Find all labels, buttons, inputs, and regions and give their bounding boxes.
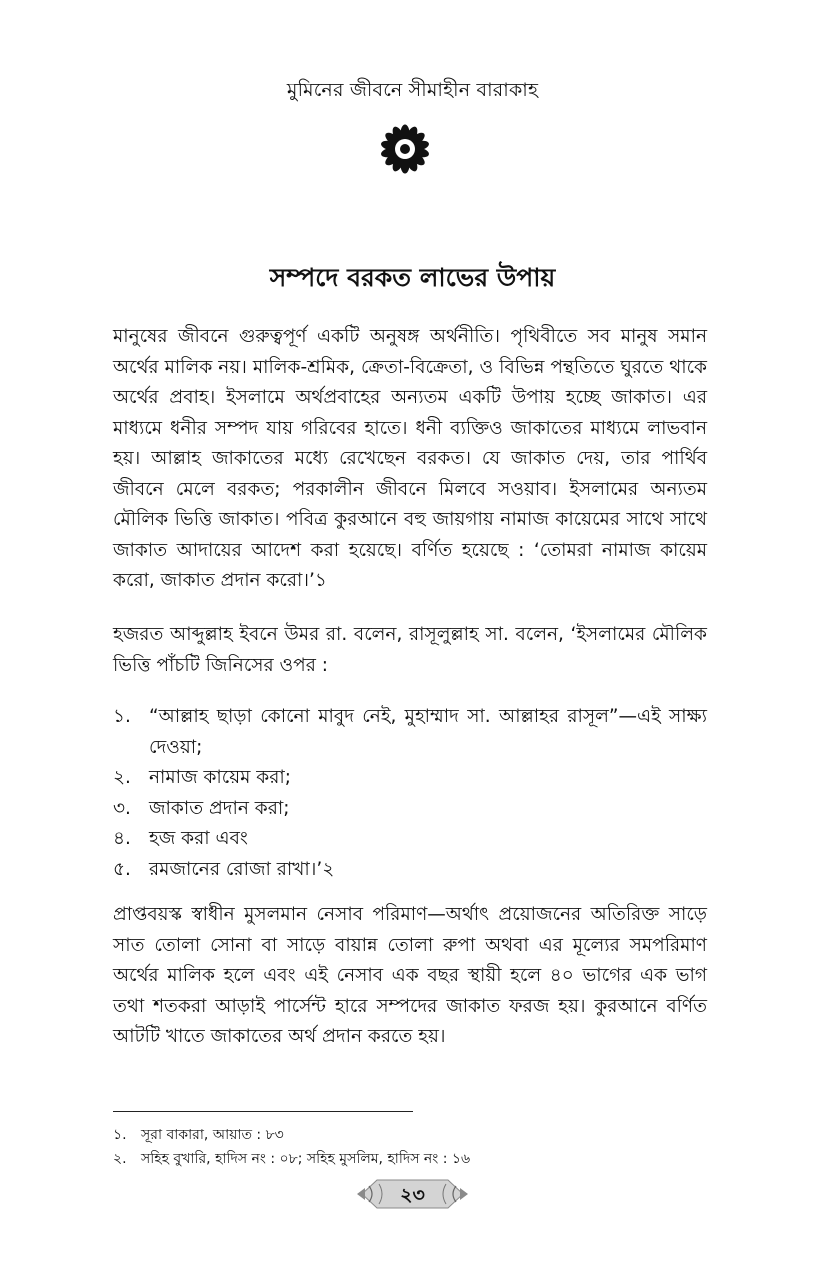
footnote-number: ২. [113,1151,127,1167]
list-item [113,794,707,825]
list-item [113,702,707,763]
list-item-text: নামাজ কায়েম করা; [149,767,291,788]
pillars-list [113,702,707,885]
body-paragraph-2: হজরত আব্দুল্লাহ ইবনে উমর রা. বলেন, রাসূলুল্লাহ সা. বলেন, ‘ইসলামের মৌলিক ভিত্তি পাঁচটি জিনিসের ওপর : [113,624,707,676]
list-item-number: ৩. [113,797,131,819]
list-item-text: জাকাত প্রদান করা; [149,797,290,819]
footnote-text: সূরা বাকারা, আয়াত : ৮৩ [141,1127,284,1143]
list-item-text: হজ করা এবং [149,828,248,849]
footnote-divider [113,1111,413,1112]
page-number-badge [355,1176,470,1212]
body-paragraph-3: প্রাপ্তবয়স্ক স্বাধীন মুসলমান নেসাব পরিমাণ—অর্থাৎ প্রয়োজনের অতিরিক্ত সাড়ে সাত তোলা সোনা বা সাড়ে বায়ান্ন তোলা রুপা অথবা এর মূল্যের সমপরিমাণ অর্থের মালিক হলে এবং এই নেসাব এক বছর স্থায়ী হলে ৪০ ভাগের এক ভাগ তথা শতকরা আড়াই পার্সেন্ট হারে সম্পদের জাকাত ফরজ হয়। কুরআনে বর্ণিত আটটি খাতে জাকাতের অর্থ প্রদান করতে হয়। [113,904,707,1047]
list-item [113,763,707,794]
footnote-text: সহিহ বুখারি, হাদিস নং : ০৮; সহিহ মুসলিম, হাদিস নং : ১৬ [141,1151,471,1167]
body-paragraph-1: মানুষের জীবনে গুরুত্বপূর্ণ একটি অনুষঙ্গ অর্থনীতি। পৃথিবীতে সব মানুষ সমান অর্থের মালিক নয়। মালিক-শ্রমিক, ক্রেতা-বিক্রেতা, ও বিভিন্ন পন্থতিতে ঘুরতে থাকে অর্থের প্রবাহ। ইসলামে অর্থপ্রবাহের অন্যতম একটি উপায় হচ্ছে জাকাত। এর মাধ্যমে ধনীর সম্পদ যায় গরিবের হাতে। ধনী ব্যক্তিও জাকাতের মাধ্যমে লাভবান হয়। আল্লাহ জাকাতের মধ্যে রেখেছেন বরকত। যে জাকাত দেয়, তার পার্থিব জীবনে মেলে বরকত; পরকালীন জীবনে মিলবে সওয়াব। ইসলামের অন্যতম মৌলিক ভিত্তি জাকাত। পবিত্র কুরআনে বহু জায়গায় নামাজ কায়েমের সাথে সাথে জাকাত আদায়ের আদেশ করা হয়েছে। বর্ণিত হয়েছে : ‘তোমরা নামাজ কায়েম করো, জাকাত প্রদান করো।’১ [113,326,707,591]
page-number: ২৩ [400,1184,425,1206]
flower-ornament-icon [380,124,430,174]
list-item [113,824,707,855]
footnote-item [113,1123,707,1147]
footnote-number: ১. [113,1127,127,1143]
list-item-number: ১. [113,706,131,727]
chapter-title: সম্পদে বরকত লাভের উপায় [269,263,556,292]
list-item-number: ৪. [113,828,131,849]
list-item-number: ২. [113,767,131,788]
list-item-text: রমজানের রোজা রাখা।’২ [149,858,335,880]
footnote-item [113,1147,707,1171]
list-item-text: “আল্লাহ ছাড়া কোনো মাবুদ নেই, মুহাম্মাদ সা. আল্লাহর রাসূল”—এই সাক্ষ্য দেওয়া; [149,706,707,758]
running-head: মুমিনের জীবনে সীমাহীন বারাকাহ [286,79,539,101]
list-item-number: ৫. [113,858,131,880]
footnotes-list [113,1123,707,1171]
list-item [113,855,707,886]
